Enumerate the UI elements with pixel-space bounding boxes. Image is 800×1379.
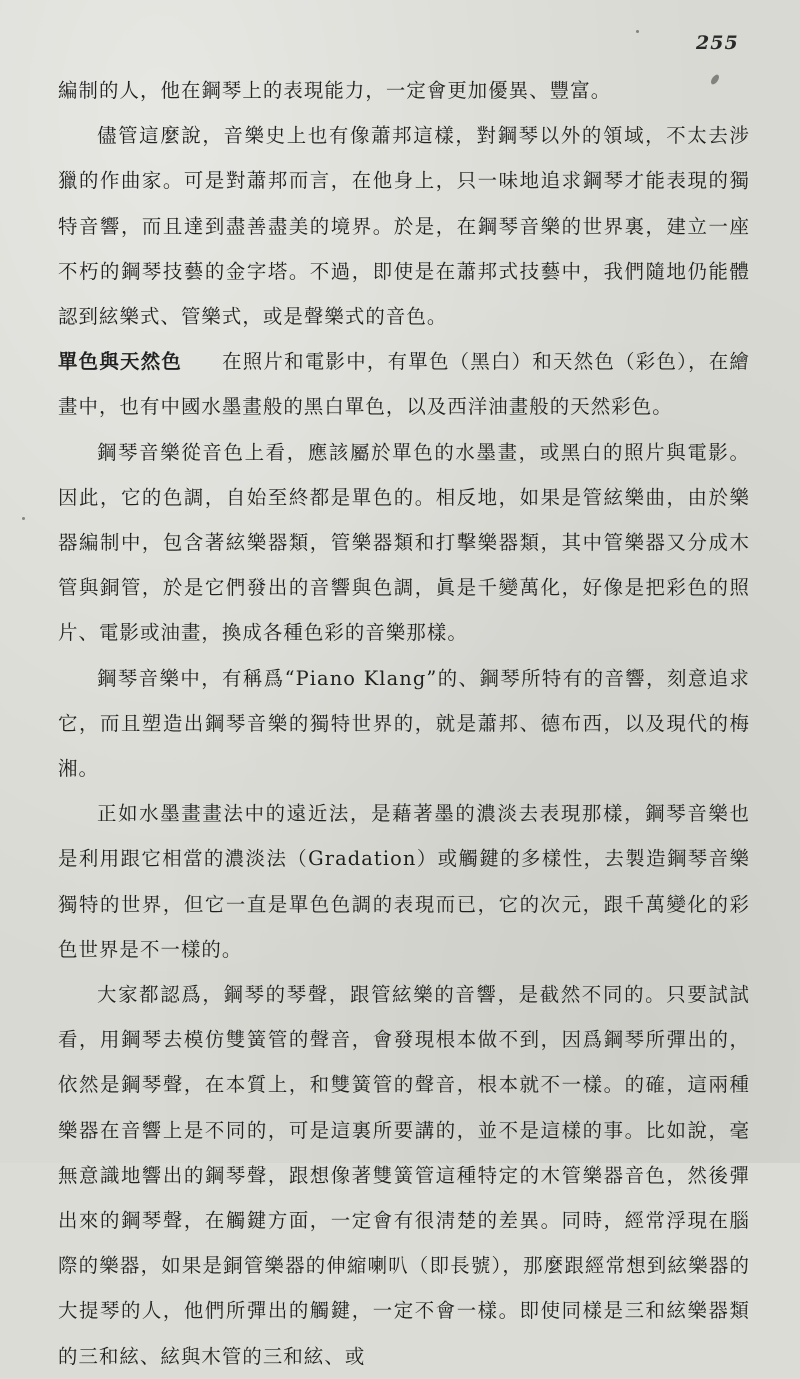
paragraph-text: 在照片和電影中，有單色（黑白）和天然色（彩色），在繪畫中，也有中國水墨畫般的黑白單色，以及西洋油畫般的天然彩色。 [58,350,750,419]
body-text [58,68,750,1379]
page-number: 255 [696,32,739,54]
ink-speck-mark [636,30,639,33]
paragraph: 正如水墨畫畫法中的遠近法，是藉著墨的濃淡去表現那樣，鋼琴音樂也是利用跟它相當的濃淡法（Gradation）或觸鍵的多樣性，去製造鋼琴音樂獨特的世界，但它一直是單色色調的表現而已，它的次元，跟千萬變化的彩色世界是不一樣的。 [58,802,750,961]
paragraph-with-heading [58,339,750,429]
ink-speck-mark [22,517,25,520]
paragraph: 鋼琴音樂從音色上看，應該屬於單色的水墨畫，或黑白的照片與電影。因此，它的色調，自始至終都是單色的。相反地，如果是管絃樂曲，由於樂器編制中，包含著絃樂器類，管樂器類和打擊樂器類，其中管樂器又分成木管與銅管，於是它們發出的音響與色調，眞是千變萬化，好像是把彩色的照片、電影或油畫，換成各種色彩的音樂那樣。 [58,440,750,645]
paragraph: 儘管這麼說，音樂史上也有像蕭邦這樣，對鋼琴以外的領域，不太去涉獵的作曲家。可是對蕭邦而言，在他身上，只一味地追求鋼琴才能表現的獨特音響，而且達到盡善盡美的境界。於是，在鋼琴音樂的世界裏，建立一座不朽的鋼琴技藝的金字塔。不過，即使是在蕭邦式技藝中，我們隨地仍能體認到絃樂式、管樂式，或是聲樂式的音色。 [58,124,750,329]
paragraph: 大家都認爲，鋼琴的琴聲，跟管絃樂的音響，是截然不同的。只要試試看，用鋼琴去模仿雙簧管的聲音，會發現根本做不到，因爲鋼琴所彈出的，依然是鋼琴聲，在本質上，和雙簧管的聲音，根本就不一樣。的確，這兩種樂器在音響上是不同的，可是這裏所要講的，並不是這樣的事。比如說，毫無意識地響出的鋼琴聲，跟想像著雙簧管這種特定的木管樂器音色，然後彈出來的鋼琴聲，在觸鍵方面，一定會有很淸楚的差異。同時，經常浮現在腦際的樂器，如果是銅管樂器的伸縮喇叭（即長號），那麼跟經常想到絃樂器的大提琴的人，他們所彈出的觸鍵，一定不會一樣。即使同樣是三和絃樂器類的三和絃、絃與木管的三和絃、或 [58,983,750,1368]
section-heading: 單色與天然色 [58,350,183,374]
paragraph: 編制的人，他在鋼琴上的表現能力，一定會更加優異、豐富。 [58,79,612,102]
paragraph: 鋼琴音樂中，有稱爲“Piano Klang”的、鋼琴所特有的音響，刻意追求它，而且塑造出鋼琴音樂的獨特世界的，就是蕭邦、德布西，以及現代的梅湘。 [58,666,750,781]
